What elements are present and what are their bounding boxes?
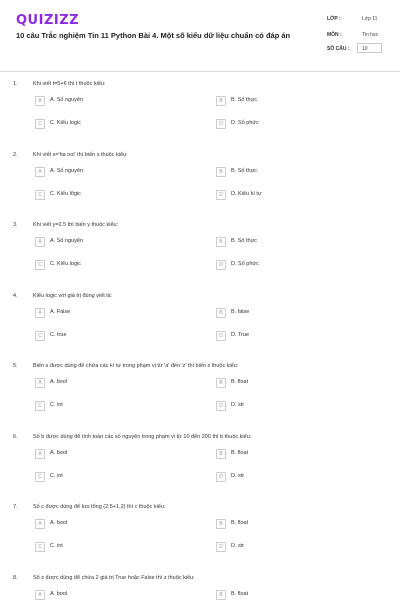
option-text: D. Số phức <box>231 261 259 267</box>
meta-count <box>327 46 389 56</box>
option-letter-box: D <box>216 331 226 341</box>
option-text: C. int <box>50 402 63 408</box>
answer-option[interactable] <box>216 308 366 320</box>
answer-option[interactable] <box>216 449 366 461</box>
option-letter-box: D <box>216 190 226 200</box>
meta-class <box>327 16 389 26</box>
header <box>0 0 400 70</box>
option-letter-box: A <box>35 237 45 247</box>
option-letter-box: B <box>216 237 226 247</box>
option-text: A. Số nguyên <box>50 167 84 174</box>
option-text: A. Số nguyên <box>50 238 84 244</box>
answer-option[interactable] <box>35 472 185 484</box>
option-letter-box: A <box>35 590 45 600</box>
question-number: 8. <box>13 574 18 581</box>
option-letter-box: D <box>216 472 226 482</box>
answer-option[interactable] <box>216 119 366 131</box>
option-text: B. float <box>231 520 249 526</box>
option-letter-box: C <box>35 190 45 200</box>
option-text: B. Số thực <box>231 97 257 103</box>
answer-option[interactable] <box>35 237 185 249</box>
option-text: B. false <box>231 308 250 315</box>
question-number: 3. <box>13 222 18 228</box>
option-text: D. str <box>231 402 245 408</box>
option-letter-box: B <box>216 519 226 529</box>
option-letter-box: A <box>35 378 45 388</box>
meta-value: 10 <box>362 46 368 52</box>
answer-option[interactable] <box>35 378 185 390</box>
answer-option[interactable] <box>216 472 366 484</box>
option-letter-box: B <box>216 308 226 318</box>
question-text: Khi viết s='ha noi' thì biến s thuộc kiểu: <box>33 151 128 158</box>
answer-option[interactable] <box>35 308 185 320</box>
answer-option[interactable] <box>35 401 185 413</box>
answer-option[interactable] <box>35 590 185 600</box>
option-text: C. Kiểu lôgic <box>50 190 81 197</box>
option-letter-box: D <box>216 119 226 129</box>
option-text: B. float <box>231 379 249 385</box>
option-letter-box: B <box>216 167 226 177</box>
question-text: Biến s được dùng để chứa các kí tự trong phạm vi từ 'a' đến 'z' thì biến s thuộc kiểu: <box>33 363 239 369</box>
header-divider <box>0 71 400 72</box>
option-text: A. Số nguyên <box>50 97 84 103</box>
option-letter-box: A <box>35 167 45 177</box>
question-text: Khi viết y=2.5 thì biến y thuộc kiểu: <box>33 222 119 228</box>
option-text: A. bool <box>50 520 68 526</box>
meta-label: SỐ CÂU : <box>327 46 350 52</box>
question-text: Số z được dùng để chứa 2 giá trị True hoặc False thì z thuộc kiểu: <box>33 574 195 581</box>
answer-option[interactable] <box>216 519 366 531</box>
option-letter-box: C <box>35 119 45 129</box>
question-number: 4. <box>13 292 18 299</box>
answer-option[interactable] <box>35 260 185 272</box>
answer-option[interactable] <box>216 260 366 272</box>
option-text: D. str <box>231 543 245 549</box>
option-letter-box: A <box>35 449 45 459</box>
option-text: B. float <box>231 449 249 456</box>
option-letter-box: B <box>216 96 226 106</box>
meta-label: MÔN : <box>327 32 342 38</box>
option-letter-box: D <box>216 260 226 270</box>
option-text: D. Số phức <box>231 120 259 126</box>
option-letter-box: A <box>35 96 45 106</box>
option-text: A. False <box>50 308 71 315</box>
question-text: Kiểu logic với giá trị đúng viết là: <box>33 292 113 299</box>
answer-option[interactable] <box>216 590 366 600</box>
option-text: C. true <box>50 331 67 338</box>
option-text: A. bool <box>50 449 68 456</box>
answer-option[interactable] <box>35 542 185 554</box>
answer-option[interactable] <box>35 96 185 108</box>
question-text: Khi viết t=5+6 thì t thuộc kiểu: <box>33 81 106 87</box>
answer-option[interactable] <box>216 96 366 108</box>
answer-option[interactable] <box>216 401 366 413</box>
meta-value: Tin học <box>362 32 379 38</box>
option-text: C. int <box>50 543 63 549</box>
option-text: B. Số thực <box>231 167 257 174</box>
answer-option[interactable] <box>216 542 366 554</box>
answer-option[interactable] <box>216 167 366 179</box>
answer-option[interactable] <box>216 190 366 202</box>
option-letter-box: A <box>35 308 45 318</box>
question-number: 7. <box>13 504 18 510</box>
meta-value: Lớp 11 <box>362 16 378 22</box>
question-text: Số c được dùng để lưu tổng (2.5+1.2) thì c thuộc kiểu: <box>33 504 166 510</box>
option-letter-box: C <box>35 542 45 552</box>
option-text: D. Kiểu kí tự <box>231 190 262 197</box>
option-letter-box: C <box>35 401 45 411</box>
answer-option[interactable] <box>35 190 185 202</box>
answer-option[interactable] <box>216 237 366 249</box>
option-text: C. int <box>50 472 63 479</box>
option-text: D. True <box>231 331 250 338</box>
option-letter-box: D <box>216 401 226 411</box>
option-text: C. Kiểu logic <box>50 261 81 267</box>
question-number: 6. <box>13 433 18 440</box>
option-text: B. Số thực <box>231 238 257 244</box>
option-text: C. Kiểu logic <box>50 120 81 126</box>
option-letter-box: C <box>35 331 45 341</box>
option-letter-box: B <box>216 449 226 459</box>
option-letter-box: B <box>216 590 226 600</box>
question-text: Số b được dùng để tính toán các số nguyên trong phạm vi từ 10 đến 200 thì b thuộc kiểu: <box>33 433 252 440</box>
option-letter-box: D <box>216 542 226 552</box>
option-letter-box: A <box>35 519 45 529</box>
option-text: B. float <box>231 590 249 597</box>
option-text: D. str <box>231 472 245 479</box>
option-letter-box: C <box>35 260 45 270</box>
answer-option[interactable] <box>216 331 366 343</box>
answer-option[interactable] <box>35 331 185 343</box>
option-text: A. bool <box>50 379 68 385</box>
question-number: 2. <box>13 151 18 158</box>
answer-option[interactable] <box>35 119 185 131</box>
question-number: 1. <box>13 81 18 87</box>
answer-option[interactable] <box>35 519 185 531</box>
page-title: 10 câu Trắc nghiệm Tin 11 Python Bài 4. Một số kiểu dữ liệu chuẩn có đáp án <box>16 31 291 40</box>
option-letter-box: B <box>216 378 226 388</box>
meta-label: LỚP : <box>327 16 341 22</box>
answer-option[interactable] <box>35 449 185 461</box>
question-number: 5. <box>13 363 18 369</box>
quizizz-logo: QUIZIZZ <box>16 13 80 28</box>
meta-count-box <box>357 43 382 53</box>
meta-subject <box>327 32 389 42</box>
option-letter-box: C <box>35 472 45 482</box>
answer-option[interactable] <box>216 378 366 390</box>
option-text: A. bool <box>50 590 68 597</box>
answer-option[interactable] <box>35 167 185 179</box>
